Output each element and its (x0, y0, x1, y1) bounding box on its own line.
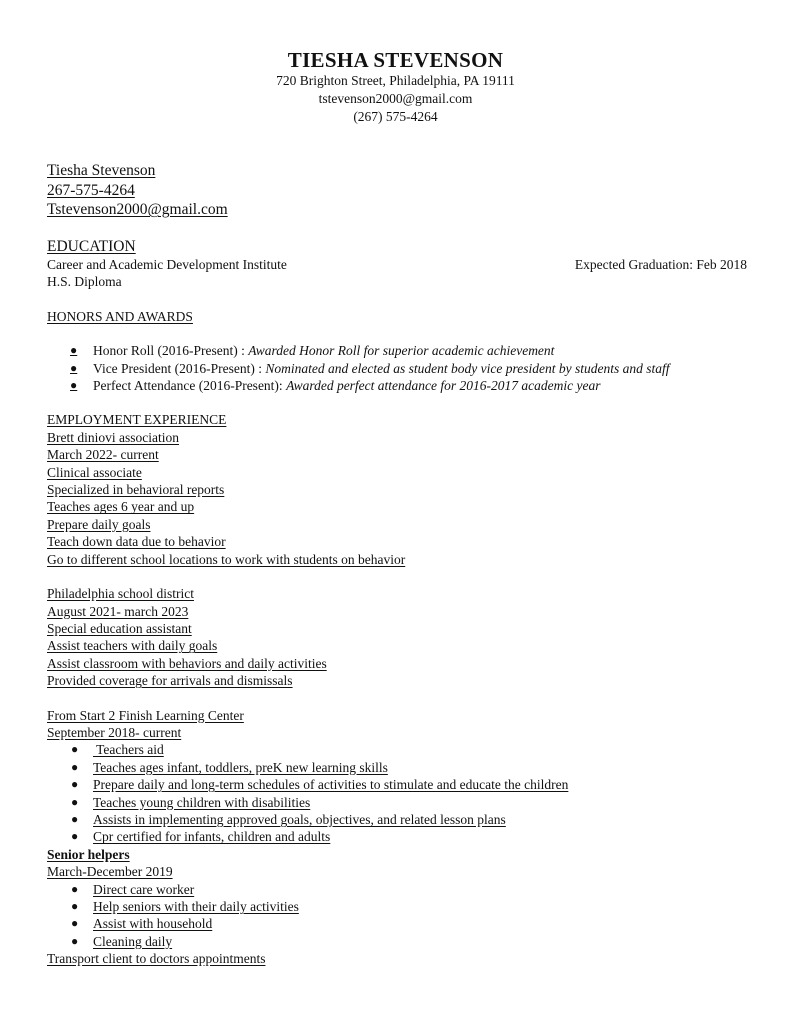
contact-block (47, 161, 747, 220)
job-dates: March-December 2019 (47, 864, 173, 880)
bullet-icon: ● (71, 916, 79, 931)
job-start-2-finish (47, 707, 747, 846)
candidate-name: TIESHA STEVENSON (287, 48, 504, 72)
job-line: Specialized in behavioral reports (47, 482, 225, 498)
job-line: Teaches ages 6 year and up (47, 499, 195, 515)
header-address: 720 Brighton Street, Philadelphia, PA 19111 (276, 73, 515, 88)
job-name: Senior helpers (47, 846, 130, 862)
header-phone: (267) 575-4264 (353, 109, 438, 124)
job-line: August 2021- march 2023 (47, 603, 189, 619)
job-philadelphia-school-district (47, 585, 747, 689)
job-line: March 2022- current (47, 447, 159, 463)
education-heading: EDUCATION (47, 237, 136, 255)
contact-phone: 267-575-4264 (47, 181, 135, 199)
list-item: ● Cpr certified for infants, children and adults (71, 829, 331, 845)
honors-section (47, 308, 747, 395)
honor-desc: Awarded Honor Roll for superior academic achievement (248, 343, 555, 359)
list-item: ● Direct care worker (71, 881, 195, 897)
bullet-icon: ● (71, 811, 79, 826)
honors-list (47, 342, 747, 394)
education-section (47, 237, 747, 291)
job-line: Special education assistant (47, 620, 192, 636)
bullet-icon: ● (71, 777, 79, 792)
bullet-icon: ● (71, 794, 79, 809)
honors-heading: HONORS AND AWARDS (47, 308, 193, 324)
job-line: Prepare daily goals (47, 516, 151, 532)
job-line: Assist teachers with daily goals (47, 638, 218, 654)
list-item: ● Cleaning daily (71, 933, 173, 949)
employment-heading: EMPLOYMENT EXPERIENCE (47, 412, 227, 428)
list-item: ● Assists in implementing approved goals, objectives, and related lesson plans (71, 811, 506, 827)
bullet-icon: ● (70, 343, 78, 358)
bullet-icon: ● (70, 378, 78, 393)
job-line: Go to different school locations to work with students on behavior (47, 551, 406, 567)
list-item: ● Teaches ages infant, toddlers, preK new learning skills (71, 759, 388, 775)
job-line: Provided coverage for arrivals and dismissals (47, 673, 293, 689)
job-bullets (47, 881, 747, 951)
list-item: ● Prepare daily and long-term schedules of activities to stimulate and educate the children (71, 777, 569, 793)
list-item: ● Assist with household (71, 916, 213, 932)
contact-name: Tiesha Stevenson (47, 162, 156, 179)
bullet-icon: ● (71, 881, 79, 896)
job-name: From Start 2 Finish Learning Center (47, 707, 244, 723)
list-item (47, 342, 747, 359)
job-bullets (47, 741, 747, 845)
education-diploma: H.S. Diploma (47, 274, 122, 290)
job-line: Transport client to doctors appointments (47, 951, 266, 967)
header-email: tstevenson2000@gmail.com (318, 91, 473, 106)
job-line: Brett diniovi association (47, 429, 179, 445)
bullet-icon: ● (71, 829, 79, 844)
honor-title: Perfect Attendance (2016-Present): (93, 378, 287, 394)
honor-title: Vice President (2016-Present) : (93, 360, 266, 376)
employment-section (47, 411, 747, 967)
job-dates: September 2018- current (47, 724, 182, 740)
bullet-icon: ● (71, 742, 79, 757)
job-line: Assist classroom with behaviors and daily activities (47, 655, 327, 671)
education-graduation: Expected Graduation: Feb 2018 (574, 257, 747, 272)
list-item: ● Teachers aid (71, 742, 164, 758)
honor-desc: Awarded perfect attendance for 2016-2017 academic year (286, 378, 601, 394)
honor-desc: Nominated and elected as student body vice president by students and staff (265, 360, 670, 376)
resume-header (0, 48, 791, 126)
honor-title: Honor Roll (2016-Present) : (93, 343, 249, 359)
job-line: Clinical associate (47, 464, 142, 480)
bullet-icon: ● (71, 759, 79, 774)
education-school: Career and Academic Development Institute (47, 257, 287, 272)
list-item (47, 377, 747, 394)
bullet-icon: ● (70, 360, 78, 375)
job-senior-helpers (47, 846, 747, 968)
bullet-icon: ● (71, 933, 79, 948)
job-line: Philadelphia school district (47, 586, 194, 602)
bullet-icon: ● (71, 899, 79, 913)
contact-email: Tstevenson2000@gmail.com (47, 201, 228, 218)
resume-body (47, 161, 747, 968)
list-item: ● Teaches young children with disabilities (71, 794, 311, 810)
job-brett-diniovi (47, 429, 747, 568)
list-item: ● Help seniors with their daily activities (71, 899, 299, 914)
list-item (47, 360, 747, 377)
job-line: Teach down data due to behavior (47, 534, 226, 550)
education-row (47, 256, 747, 273)
